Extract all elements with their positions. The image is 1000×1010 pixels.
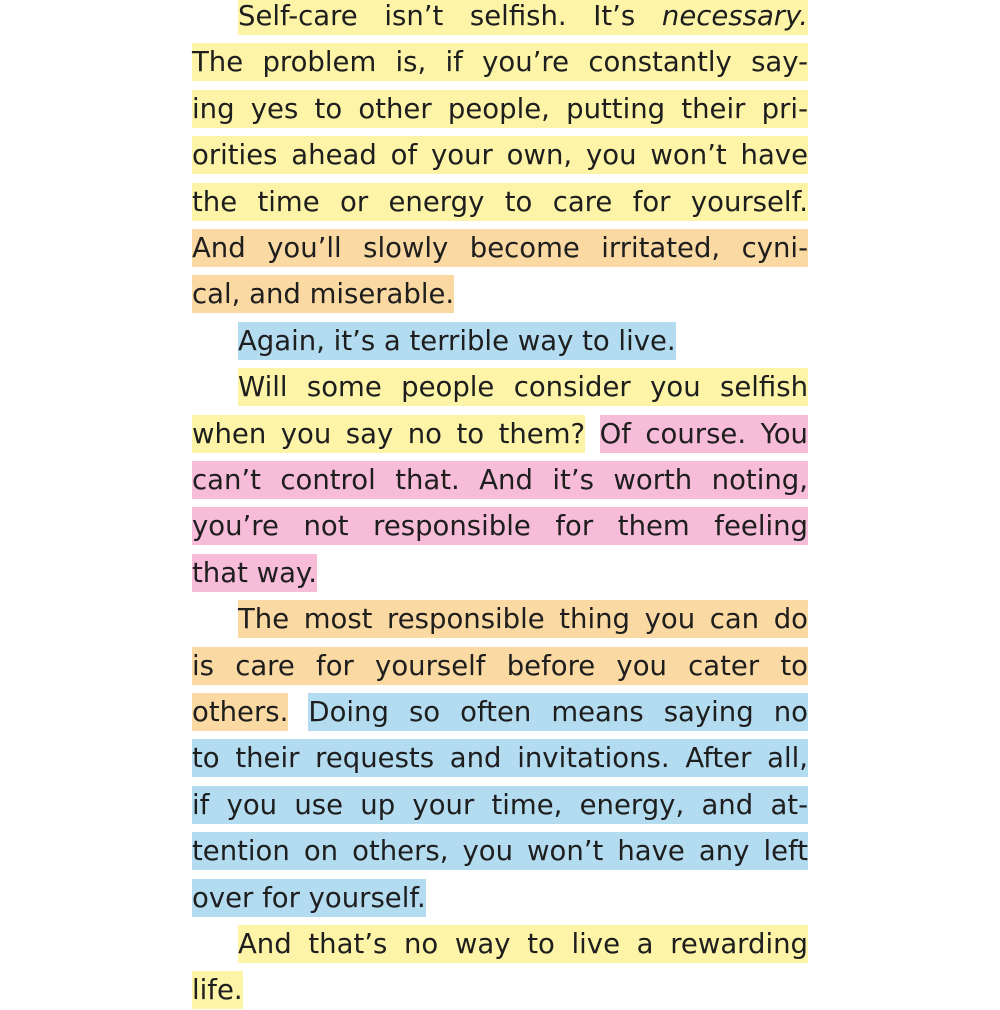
text-line bbox=[192, 970, 808, 1010]
highlighted-text-yellow: Self-care isn’t selfish. It’s bbox=[238, 0, 662, 35]
highlighted-text-blue: to their requests and invitations. After all, bbox=[192, 739, 808, 777]
highlighted-text-pink: can’t control that. And it’s worth noting, bbox=[192, 461, 808, 499]
text-line bbox=[192, 414, 808, 454]
highlighted-text-pink: Of course. You bbox=[600, 415, 808, 453]
text-line bbox=[238, 321, 808, 361]
text-line bbox=[192, 506, 808, 546]
text-line bbox=[192, 274, 808, 314]
highlighted-text-blue: Again, it’s a terrible way to live. bbox=[238, 322, 676, 360]
highlighted-text-pink: that way. bbox=[192, 554, 317, 592]
highlighted-text-pink: you’re not responsible for them feeling bbox=[192, 507, 808, 545]
text-line bbox=[192, 831, 808, 871]
highlighted-text-blue: over for yourself. bbox=[192, 879, 426, 917]
text-line bbox=[192, 692, 808, 732]
text-gap bbox=[585, 415, 600, 453]
text-line bbox=[238, 367, 808, 407]
highlighted-text-yellow: when you say no to them? bbox=[192, 415, 585, 453]
highlighted-text-yellow: necessary. bbox=[662, 0, 808, 35]
highlighted-text-orange: cal, and miserable. bbox=[192, 275, 454, 313]
text-line bbox=[192, 553, 808, 593]
highlighted-text-yellow: Will some people consider you selfish bbox=[238, 368, 808, 406]
text-line bbox=[192, 646, 808, 686]
highlighted-text-blue: Doing so often means saying no bbox=[308, 693, 808, 731]
text-line bbox=[192, 460, 808, 500]
highlighted-text-yellow: the time or energy to care for yourself. bbox=[192, 183, 808, 221]
highlighted-text-yellow: The problem is, if you’re constantly say- bbox=[192, 43, 808, 81]
text-line bbox=[192, 89, 808, 129]
highlighted-text-orange: The most responsible thing you can do bbox=[238, 600, 808, 638]
highlighted-text-orange: And you’ll slowly become irritated, cyni- bbox=[192, 229, 808, 267]
text-line bbox=[192, 135, 808, 175]
text-line bbox=[192, 228, 808, 268]
highlighted-text-yellow: ing yes to other people, putting their pri- bbox=[192, 90, 808, 128]
text-line bbox=[192, 42, 808, 82]
text-line bbox=[192, 785, 808, 825]
text-line bbox=[238, 924, 808, 964]
highlighted-text-blue: tention on others, you won’t have any left bbox=[192, 832, 808, 870]
text-gap bbox=[288, 693, 308, 731]
text-line bbox=[238, 599, 808, 639]
text-line bbox=[192, 878, 808, 918]
highlighted-text-yellow: And that’s no way to live a rewarding bbox=[238, 925, 808, 963]
highlighted-text-orange: is care for yourself before you cater to bbox=[192, 647, 808, 685]
text-line bbox=[192, 738, 808, 778]
text-line bbox=[238, 0, 808, 36]
highlighted-text-blue: if you use up your time, energy, and at- bbox=[192, 786, 808, 824]
highlighted-text-yellow: orities ahead of your own, you won’t have bbox=[192, 136, 808, 174]
highlighted-text-yellow: life. bbox=[192, 971, 243, 1009]
text-line bbox=[192, 182, 808, 222]
highlighted-text-orange: others. bbox=[192, 693, 288, 731]
